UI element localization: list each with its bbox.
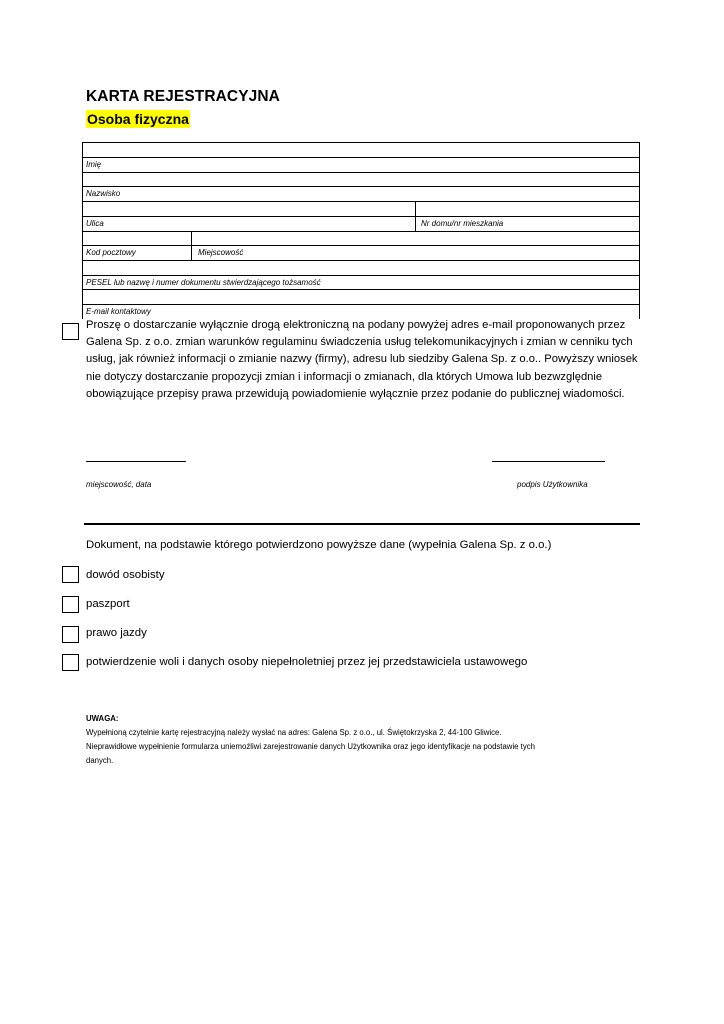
email-consent-text: [86, 317, 636, 403]
ulica-label: Ulica: [86, 219, 104, 228]
checkbox-guardian-confirmation[interactable]: [62, 654, 79, 671]
place-date-line[interactable]: [86, 461, 186, 462]
option-dowod-osobisty: dowód osobisty: [86, 569, 165, 581]
nazwisko-label: Nazwisko: [86, 189, 121, 198]
section-separator: [84, 523, 640, 525]
pesel-label: PESEL lub nazwę i numer dokumentu stwierdzającego tożsamość: [86, 278, 321, 287]
note-heading: UWAGA:: [86, 714, 119, 723]
option-guardian-confirmation: potwierdzenie woli i danych osoby niepełnoletniej przez jej przedstawiciela ustawowego: [86, 656, 528, 668]
pesel-field[interactable]: [83, 261, 639, 275]
page-title: KARTA REJESTRACYJNA: [86, 88, 280, 105]
miejscowosc-field[interactable]: [192, 232, 639, 245]
email-consent-checkbox[interactable]: [62, 323, 79, 340]
nazwisko-field[interactable]: [83, 173, 639, 186]
kod-pocztowy-field[interactable]: [83, 232, 191, 245]
miejscowosc-label: Miejscowość: [198, 248, 244, 257]
note-line: danych.: [86, 756, 114, 765]
page-subtitle: Osoba fizyczna: [87, 111, 189, 127]
signature-line[interactable]: [492, 461, 605, 462]
nr-domu-field[interactable]: [416, 202, 639, 216]
nr-domu-label: Nr domu/nr mieszkania: [421, 219, 504, 228]
signature-label: podpis Użytkownika: [517, 480, 588, 489]
table-divider: [82, 275, 640, 276]
consent-line: Galena Sp. z o.o. zmian warunków regulaminu świadczenia usług telekomunikacyjnych i zmian w cenniku tych: [86, 336, 633, 349]
checkbox-dowod-osobisty[interactable]: [62, 566, 79, 583]
email-field[interactable]: [83, 290, 639, 304]
imie-label: Imię: [86, 160, 102, 169]
consent-line: Proszę o dostarczanie wyłącznie drogą elektroniczną na podany powyżej adres e-mail proponowanych przez: [86, 319, 626, 331]
imie-field[interactable]: [83, 143, 639, 157]
checkbox-prawo-jazdy[interactable]: [62, 626, 79, 643]
option-prawo-jazdy: prawo jazdy: [86, 627, 147, 639]
note-line: Wypełnioną czytelnie kartę rejestracyjną należy wysłać na adres: Galena Sp. z o.o., ul. Świętokrzyska 2, 44-100 Gliwice.: [86, 728, 502, 737]
table-divider: [82, 186, 640, 187]
ulica-field[interactable]: [83, 202, 415, 216]
place-date-label: miejscowość, data: [86, 480, 152, 489]
email-label: E-mail kontaktowy: [86, 307, 151, 316]
consent-line: usług, jak również informacji o zmianie nazwy (firmy), adresu lub siedziby Galena Sp. z o.o.. Powyższy wniosek: [86, 353, 638, 366]
consent-line: nie dotyczy dostarczanie propozycji zmian i informacji o zmianach, dla których Umowa lub bezwzględnie: [86, 370, 603, 383]
consent-line: obowiązujące przepisy prawa przewidują powiadomienie wyłącznie przez podanie do publicznej wiadomości.: [86, 387, 625, 400]
table-divider: [82, 157, 640, 158]
table-divider: [82, 216, 640, 217]
table-divider: [82, 245, 640, 246]
document-section-heading: Dokument, na podstawie którego potwierdzono powyższe dane (wypełnia Galena Sp. z o.o.): [86, 539, 552, 551]
kod-pocztowy-label: Kod pocztowy: [86, 248, 136, 257]
checkbox-paszport[interactable]: [62, 596, 79, 613]
note-line: Nieprawidłowe wypełnienie formularza uniemożliwi zarejestrowanie danych Użytkownika oraz jego identyfikacje na podstawie tych: [86, 742, 535, 751]
table-divider: [82, 304, 640, 305]
option-paszport: paszport: [86, 598, 130, 610]
